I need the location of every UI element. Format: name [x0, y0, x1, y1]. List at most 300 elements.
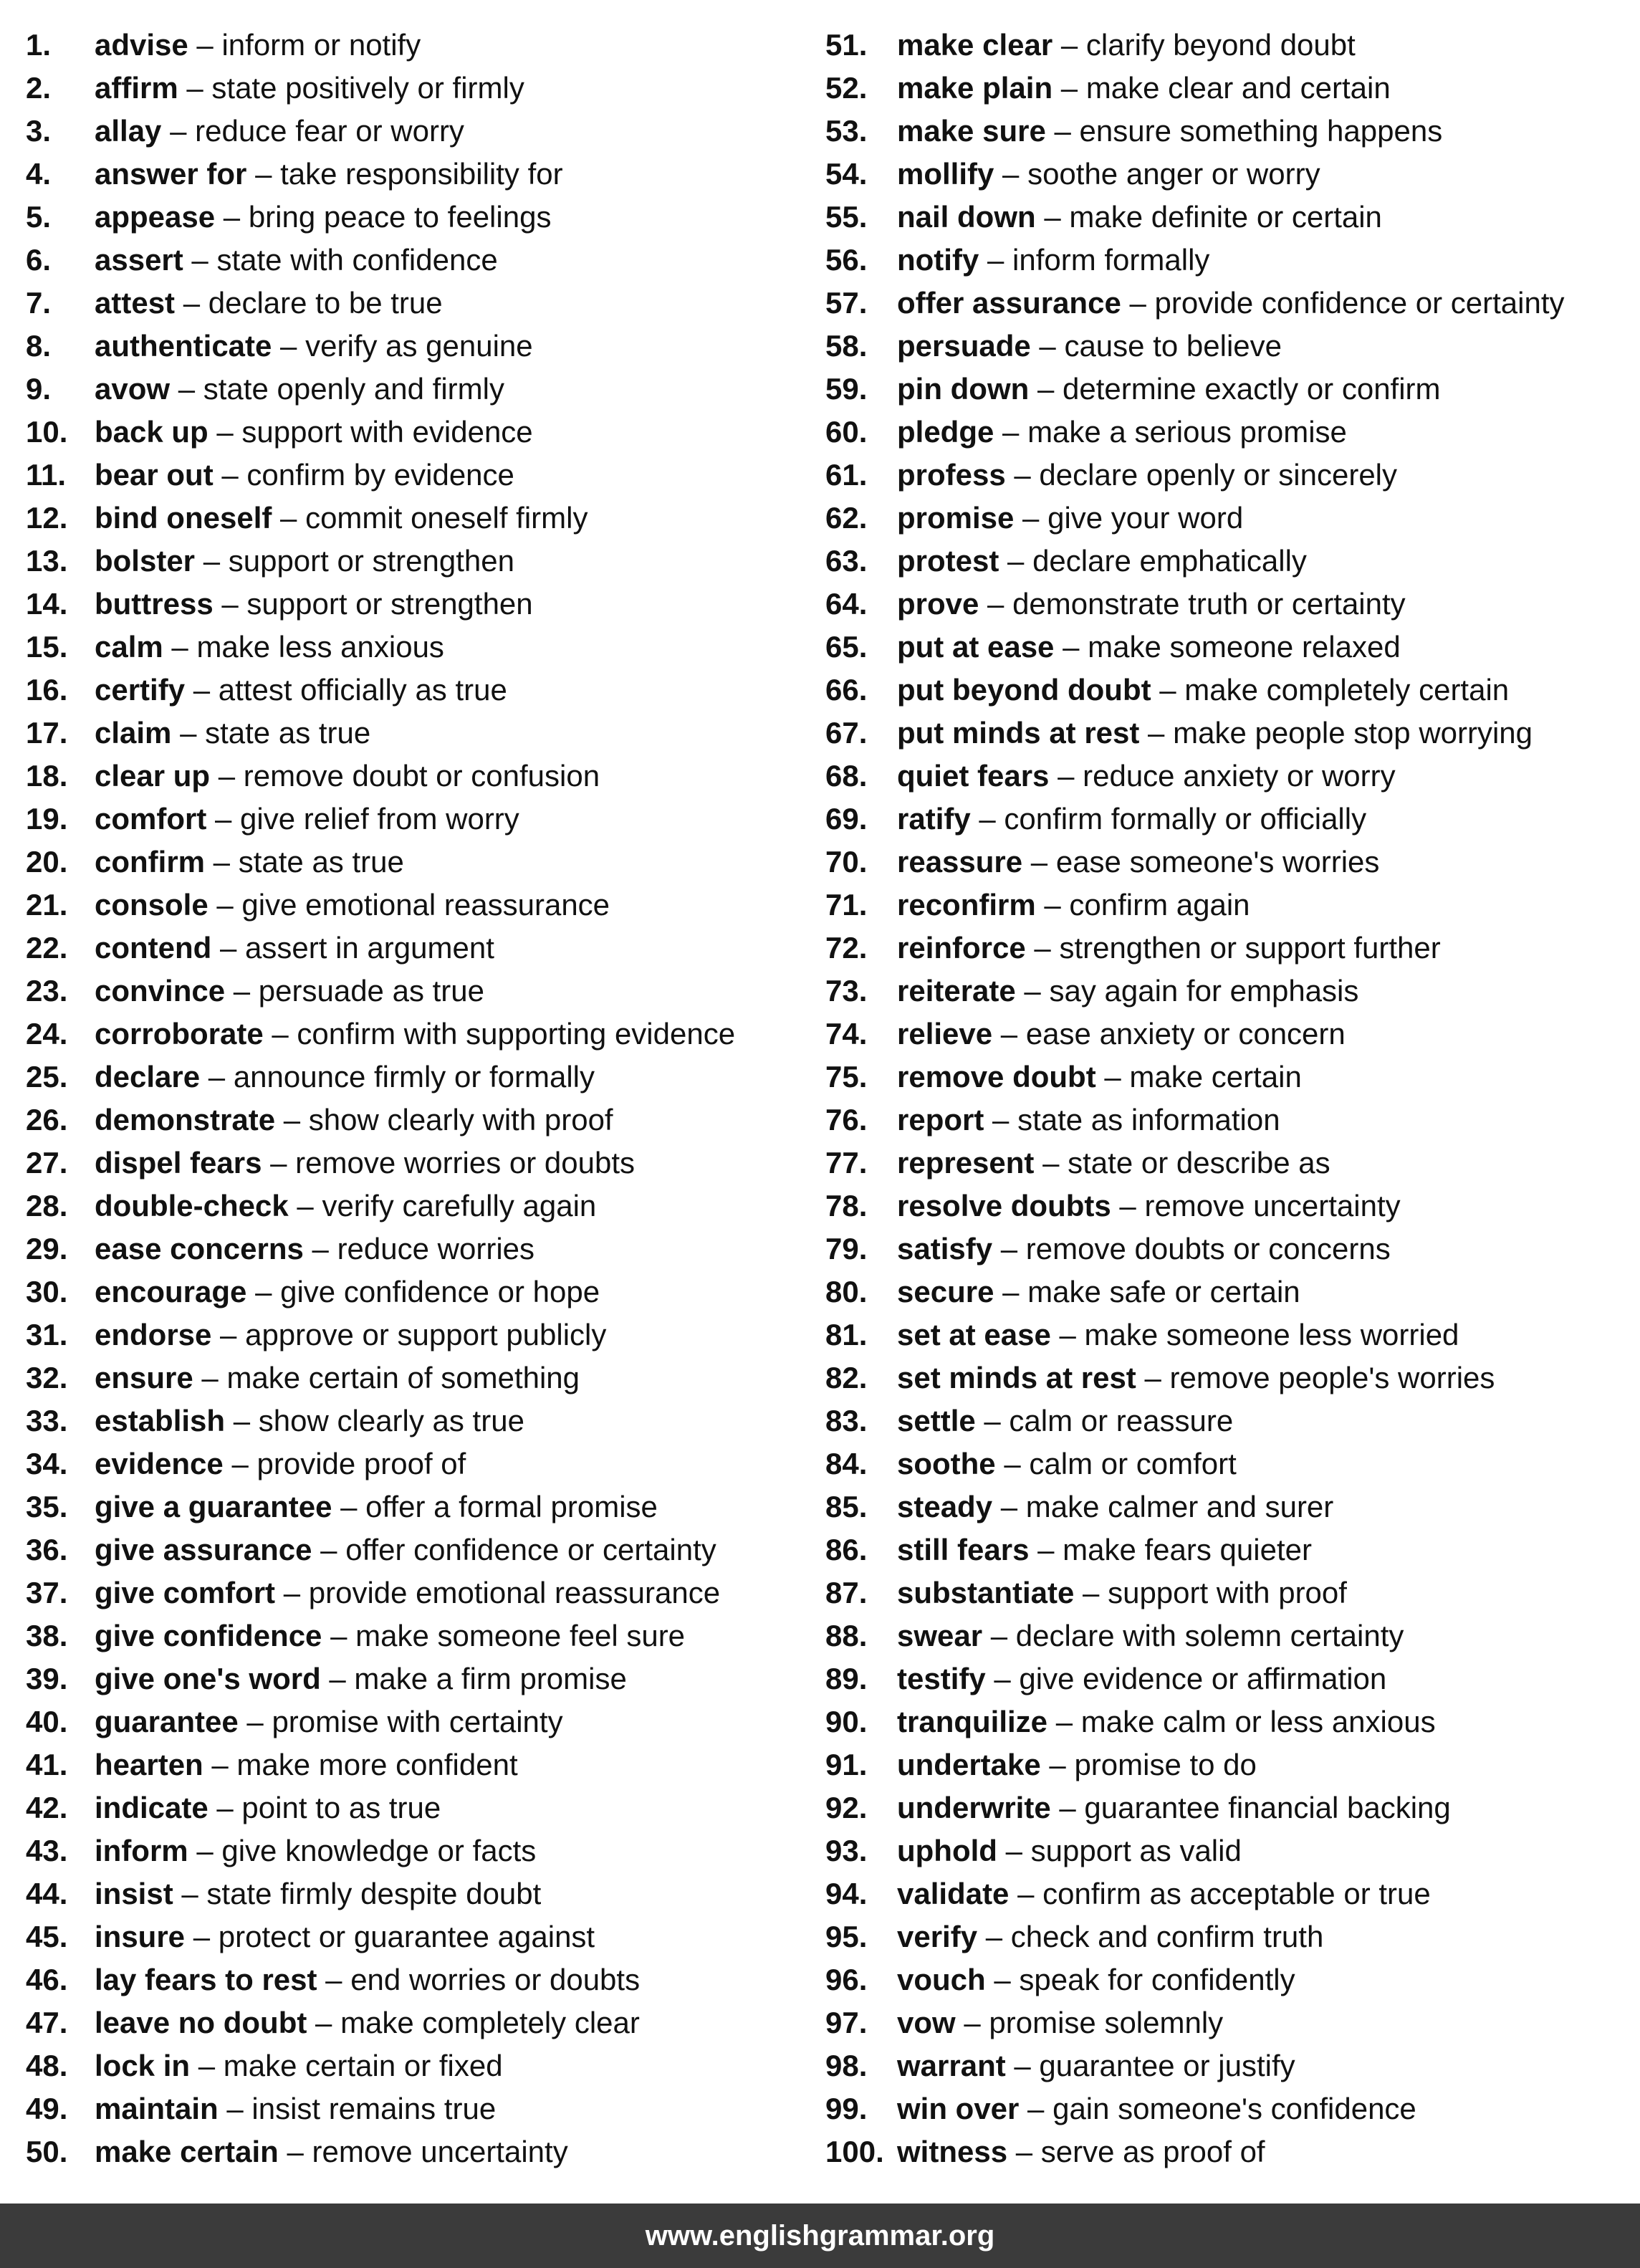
- item-number: 1.: [26, 28, 52, 62]
- item-text: [95, 1571, 720, 1614]
- item-definition: verify carefully again: [322, 1189, 597, 1222]
- item-term: authenticate: [95, 329, 272, 363]
- list-item: [26, 1013, 814, 1056]
- list-item: [825, 110, 1628, 153]
- item-definition: gain someone's confidence: [1052, 2092, 1416, 2125]
- item-number: 99.: [825, 2092, 868, 2125]
- item-term: vouch: [897, 1963, 986, 1996]
- list-item: [825, 1700, 1628, 1743]
- item-separator: –: [992, 1017, 1026, 1051]
- item-number: 27.: [26, 1146, 68, 1180]
- item-separator: –: [246, 1275, 281, 1308]
- item-definition: reduce worries: [337, 1232, 535, 1265]
- item-term: tranquilize: [897, 1705, 1048, 1738]
- item-definition: make someone feel sure: [355, 1619, 686, 1652]
- item-number: 39.: [26, 1662, 68, 1695]
- list-item: [825, 1958, 1628, 2001]
- item-definition: demonstrate truth or certainty: [1012, 587, 1406, 621]
- item-term: notify: [897, 243, 979, 277]
- item-number: 89.: [825, 1662, 868, 1695]
- item-term: validate: [897, 1877, 1010, 1910]
- item-term: certify: [95, 673, 186, 707]
- item-definition: insist remains true: [251, 2092, 497, 2125]
- item-term: put beyond doubt: [897, 673, 1151, 707]
- list-item: [825, 1056, 1628, 1099]
- item-number: 17.: [26, 716, 68, 750]
- list-item: [825, 2044, 1628, 2087]
- item-definition: make calm or less anxious: [1080, 1705, 1436, 1738]
- item-text: [897, 1657, 1386, 1700]
- item-separator: –: [1005, 2049, 1040, 2082]
- item-number: 49.: [26, 2092, 68, 2125]
- item-definition: make definite or certain: [1069, 200, 1382, 234]
- list-item: [825, 454, 1628, 497]
- item-term: persuade: [897, 329, 1031, 363]
- item-number: 83.: [825, 1404, 868, 1437]
- item-term: maintain: [95, 2092, 219, 2125]
- item-number: 22.: [26, 931, 68, 965]
- item-separator: –: [188, 1834, 222, 1867]
- item-separator: –: [1151, 673, 1185, 707]
- item-term: appease: [95, 200, 216, 234]
- list-item: [825, 239, 1628, 282]
- list-item: [825, 24, 1628, 67]
- item-term: buttress: [95, 587, 214, 621]
- item-separator: –: [322, 1619, 356, 1652]
- list-item: [825, 583, 1628, 626]
- list-item: [26, 841, 814, 884]
- item-definition: make someone relaxed: [1088, 630, 1401, 664]
- item-definition: show clearly with proof: [308, 1103, 613, 1137]
- item-term: establish: [95, 1404, 226, 1437]
- item-text: [897, 2130, 1265, 2173]
- item-term: set minds at rest: [897, 1361, 1136, 1394]
- item-text: [897, 1013, 1346, 1056]
- item-separator: –: [215, 200, 249, 234]
- item-definition: bring peace to feelings: [248, 200, 552, 234]
- item-definition: give evidence or affirmation: [1019, 1662, 1387, 1695]
- item-text: [897, 325, 1282, 368]
- item-definition: make completely clear: [340, 2006, 640, 2039]
- item-text: [897, 1700, 1436, 1743]
- item-number: 80.: [825, 1275, 868, 1308]
- item-term: console: [95, 888, 208, 922]
- list-item: [26, 1228, 814, 1271]
- item-text: [95, 1657, 627, 1700]
- item-separator: –: [1050, 1318, 1085, 1351]
- item-number: 81.: [825, 1318, 868, 1351]
- item-text: [95, 1228, 534, 1271]
- item-term: hearten: [95, 1748, 203, 1781]
- list-item: [26, 1185, 814, 1228]
- list-item: [26, 1872, 814, 1915]
- item-separator: –: [171, 716, 206, 750]
- item-definition: declare to be true: [208, 286, 443, 320]
- item-text: [95, 1442, 466, 1485]
- item-term: answer for: [95, 157, 247, 191]
- item-term: make certain: [95, 2135, 279, 2168]
- item-definition: give relief from worry: [240, 802, 519, 836]
- item-separator: –: [195, 544, 229, 578]
- item-separator: –: [975, 1404, 1010, 1437]
- item-separator: –: [213, 458, 247, 492]
- item-definition: confirm by evidence: [246, 458, 514, 492]
- item-term: attest: [95, 286, 176, 320]
- item-number: 69.: [825, 802, 868, 836]
- item-definition: end worries or doubts: [350, 1963, 641, 1996]
- item-definition: state firmly despite doubt: [206, 1877, 542, 1910]
- item-number: 100.: [825, 2135, 884, 2168]
- item-definition: make certain of something: [226, 1361, 580, 1394]
- item-text: [897, 282, 1565, 325]
- item-separator: –: [1074, 1576, 1108, 1609]
- item-separator: –: [979, 243, 1013, 277]
- item-separator: –: [1052, 28, 1086, 62]
- item-text: [95, 2130, 568, 2173]
- list-item: [26, 1786, 814, 1829]
- item-term: resolve doubts: [897, 1189, 1111, 1222]
- list-item: [825, 1915, 1628, 1958]
- list-item: [26, 1743, 814, 1786]
- item-separator: –: [1050, 1791, 1085, 1824]
- item-definition: remove uncertainty: [312, 2135, 568, 2168]
- item-separator: –: [1030, 329, 1065, 363]
- item-number: 44.: [26, 1877, 68, 1910]
- item-separator: –: [225, 1404, 259, 1437]
- item-number: 60.: [825, 415, 868, 449]
- item-definition: guarantee financial backing: [1084, 1791, 1451, 1824]
- item-term: ratify: [897, 802, 971, 836]
- item-separator: –: [275, 1576, 309, 1609]
- list-item: [26, 798, 814, 841]
- item-text: [95, 1872, 541, 1915]
- list-item: [26, 1314, 814, 1357]
- item-text: [95, 497, 588, 540]
- list-item: [26, 67, 814, 110]
- item-separator: –: [200, 1060, 234, 1094]
- item-text: [897, 1314, 1459, 1357]
- item-separator: –: [188, 28, 222, 62]
- list-item: [26, 110, 814, 153]
- item-term: clear up: [95, 759, 211, 793]
- item-text: [897, 1829, 1242, 1872]
- item-text: [897, 798, 1366, 841]
- list-item: [26, 282, 814, 325]
- item-definition: inform formally: [1012, 243, 1210, 277]
- item-number: 38.: [26, 1619, 68, 1652]
- list-item: [825, 712, 1628, 755]
- item-number: 65.: [825, 630, 868, 664]
- item-separator: –: [994, 157, 1028, 191]
- item-text: [95, 712, 370, 755]
- item-number: 15.: [26, 630, 68, 664]
- item-definition: provide confidence or certainty: [1154, 286, 1565, 320]
- item-separator: –: [272, 329, 306, 363]
- item-separator: –: [984, 1103, 1018, 1137]
- item-text: [95, 583, 533, 626]
- item-separator: –: [183, 243, 217, 277]
- item-number: 84.: [825, 1447, 868, 1480]
- item-separator: –: [994, 415, 1028, 449]
- item-definition: say again for emphasis: [1049, 974, 1359, 1008]
- item-text: [897, 1357, 1495, 1399]
- item-definition: take responsibility for: [280, 157, 563, 191]
- item-text: [897, 669, 1509, 712]
- item-number: 18.: [26, 759, 68, 793]
- item-text: [897, 1099, 1280, 1142]
- item-number: 52.: [825, 71, 868, 105]
- item-text: [897, 1528, 1312, 1571]
- list-item: [825, 1399, 1628, 1442]
- list-item: [26, 196, 814, 239]
- item-separator: –: [992, 1232, 1026, 1265]
- item-term: bear out: [95, 458, 214, 492]
- item-text: [95, 1399, 524, 1442]
- list-item: [26, 1915, 814, 1958]
- item-term: nail down: [897, 200, 1036, 234]
- item-separator: –: [272, 501, 306, 535]
- item-term: double-check: [95, 1189, 289, 1222]
- list-item: [26, 454, 814, 497]
- item-number: 47.: [26, 2006, 68, 2039]
- item-definition: confirm as acceptable or true: [1042, 1877, 1431, 1910]
- item-text: [95, 454, 514, 497]
- item-text: [897, 1485, 1333, 1528]
- list-item: [825, 1528, 1628, 1571]
- item-term: pin down: [897, 372, 1030, 406]
- item-separator: –: [1049, 759, 1083, 793]
- item-separator: –: [997, 1834, 1031, 1867]
- item-term: endorse: [95, 1318, 212, 1351]
- item-term: undertake: [897, 1748, 1041, 1781]
- item-number: 21.: [26, 888, 68, 922]
- item-term: allay: [95, 114, 162, 148]
- item-number: 56.: [825, 243, 868, 277]
- item-separator: –: [332, 1490, 366, 1523]
- item-term: relieve: [897, 1017, 993, 1051]
- item-text: [95, 1314, 606, 1357]
- item-term: satisfy: [897, 1232, 993, 1265]
- item-text: [95, 2044, 503, 2087]
- list-item: [825, 2001, 1628, 2044]
- item-definition: support with evidence: [241, 415, 533, 449]
- list-item: [825, 1743, 1628, 1786]
- list-item: [26, 1614, 814, 1657]
- item-text: [95, 1271, 600, 1314]
- item-definition: promise to do: [1074, 1748, 1257, 1781]
- item-number: 59.: [825, 372, 868, 406]
- list-item: [26, 239, 814, 282]
- item-number: 48.: [26, 2049, 68, 2082]
- item-number: 42.: [26, 1791, 68, 1824]
- item-definition: soothe anger or worry: [1027, 157, 1320, 191]
- item-definition: show clearly as true: [258, 1404, 524, 1437]
- item-term: contend: [95, 931, 212, 965]
- item-definition: calm or reassure: [1009, 1404, 1234, 1437]
- item-separator: –: [1015, 974, 1050, 1008]
- item-number: 34.: [26, 1447, 68, 1480]
- list-item: [825, 368, 1628, 411]
- item-definition: remove worries or doubts: [295, 1146, 636, 1180]
- item-text: [897, 1743, 1257, 1786]
- item-term: mollify: [897, 157, 994, 191]
- item-separator: –: [170, 372, 203, 406]
- item-term: substantiate: [897, 1576, 1075, 1609]
- item-text: [897, 841, 1379, 884]
- item-text: [95, 669, 507, 712]
- list-item: [825, 1485, 1628, 1528]
- list-item: [26, 583, 814, 626]
- item-separator: –: [210, 759, 244, 793]
- item-separator: –: [185, 1920, 219, 1953]
- list-item: [825, 1614, 1628, 1657]
- list-item: [26, 1399, 814, 1442]
- item-text: [95, 798, 519, 841]
- word-list-column-left: [26, 24, 814, 2173]
- item-number: 66.: [825, 673, 868, 707]
- item-number: 10.: [26, 415, 68, 449]
- item-number: 13.: [26, 544, 68, 578]
- item-separator: –: [208, 888, 242, 922]
- item-text: [95, 841, 404, 884]
- item-text: [95, 540, 514, 583]
- item-number: 26.: [26, 1103, 68, 1137]
- item-term: warrant: [897, 2049, 1006, 2082]
- item-text: [95, 67, 524, 110]
- item-text: [897, 497, 1243, 540]
- item-term: give confidence: [95, 1619, 322, 1652]
- item-separator: –: [985, 1963, 1020, 1996]
- item-number: 79.: [825, 1232, 868, 1265]
- item-number: 87.: [825, 1576, 868, 1609]
- item-term: still fears: [897, 1533, 1030, 1566]
- item-definition: inform or notify: [221, 28, 421, 62]
- item-definition: support or strengthen: [228, 544, 514, 578]
- item-definition: make people stop worrying: [1173, 716, 1533, 750]
- item-definition: promise solemnly: [989, 2006, 1224, 2039]
- item-definition: clarify beyond doubt: [1085, 28, 1356, 62]
- item-term: set at ease: [897, 1318, 1051, 1351]
- item-separator: –: [1095, 1060, 1130, 1094]
- item-number: 20.: [26, 845, 68, 879]
- item-separator: –: [1009, 1877, 1043, 1910]
- list-item: [825, 1786, 1628, 1829]
- item-separator: –: [203, 1748, 237, 1781]
- list-item: [825, 626, 1628, 669]
- item-text: [95, 368, 504, 411]
- item-number: 76.: [825, 1103, 868, 1137]
- item-number: 51.: [825, 28, 868, 62]
- item-number: 19.: [26, 802, 68, 836]
- item-term: vow: [897, 2006, 956, 2039]
- item-text: [897, 110, 1442, 153]
- item-definition: make safe or certain: [1027, 1275, 1300, 1308]
- list-item: [26, 2001, 814, 2044]
- item-term: make plain: [897, 71, 1053, 105]
- item-text: [897, 454, 1397, 497]
- item-definition: make a serious promise: [1027, 415, 1347, 449]
- item-term: lay fears to rest: [95, 1963, 317, 1996]
- item-text: [95, 1743, 518, 1786]
- item-number: 4.: [26, 157, 52, 191]
- list-item: [26, 669, 814, 712]
- item-term: calm: [95, 630, 163, 664]
- list-item: [825, 153, 1628, 196]
- item-term: remove doubt: [897, 1060, 1096, 1094]
- item-term: steady: [897, 1490, 993, 1523]
- item-term: report: [897, 1103, 984, 1137]
- item-term: declare: [95, 1060, 201, 1094]
- list-item: [26, 1099, 814, 1142]
- item-separator: –: [263, 1017, 297, 1051]
- item-number: 32.: [26, 1361, 68, 1394]
- item-text: [95, 325, 533, 368]
- list-item: [26, 1571, 814, 1614]
- item-text: [897, 1872, 1431, 1915]
- item-definition: state as information: [1017, 1103, 1280, 1137]
- list-item: [26, 1700, 814, 1743]
- list-item: [26, 24, 814, 67]
- item-definition: protect or guarantee against: [218, 1920, 595, 1953]
- item-text: [95, 1185, 596, 1228]
- item-term: ease concerns: [95, 1232, 304, 1265]
- item-separator: –: [213, 587, 247, 621]
- item-definition: strengthen or support further: [1059, 931, 1441, 965]
- item-number: 62.: [825, 501, 868, 535]
- item-text: [95, 1700, 563, 1743]
- item-text: [897, 1142, 1330, 1185]
- item-term: comfort: [95, 802, 207, 836]
- item-definition: determine exactly or confirm: [1063, 372, 1441, 406]
- item-term: profess: [897, 458, 1006, 492]
- list-item: [26, 1657, 814, 1700]
- item-definition: remove doubts or concerns: [1025, 1232, 1391, 1265]
- item-term: reinforce: [897, 931, 1026, 965]
- item-number: 36.: [26, 1533, 68, 1566]
- item-text: [897, 755, 1396, 798]
- item-text: [897, 970, 1358, 1013]
- item-definition: reduce fear or worry: [195, 114, 464, 148]
- item-separator: –: [190, 2049, 224, 2082]
- list-item: [26, 884, 814, 927]
- item-term: assert: [95, 243, 183, 277]
- item-text: [897, 626, 1401, 669]
- item-text: [95, 1013, 735, 1056]
- item-text: [95, 196, 551, 239]
- item-definition: declare emphatically: [1032, 544, 1307, 578]
- item-definition: check and confirm truth: [1010, 1920, 1324, 1953]
- footer-bar: [0, 2204, 1640, 2268]
- list-item: [825, 2130, 1628, 2173]
- item-definition: make less anxious: [196, 630, 444, 664]
- item-term: advise: [95, 28, 188, 62]
- item-definition: promise with certainty: [272, 1705, 563, 1738]
- list-item: [825, 884, 1628, 927]
- item-number: 6.: [26, 243, 52, 277]
- item-definition: offer a formal promise: [365, 1490, 658, 1523]
- list-item: [825, 1571, 1628, 1614]
- item-definition: state or describe as: [1068, 1146, 1330, 1180]
- item-text: [95, 239, 498, 282]
- item-number: 91.: [825, 1748, 868, 1781]
- list-item: [26, 153, 814, 196]
- item-separator: –: [211, 931, 246, 965]
- item-separator: –: [970, 802, 1004, 836]
- item-number: 61.: [825, 458, 868, 492]
- item-text: [897, 1399, 1233, 1442]
- item-definition: state positively or firmly: [211, 71, 524, 105]
- item-definition: ease anxiety or concern: [1025, 1017, 1346, 1051]
